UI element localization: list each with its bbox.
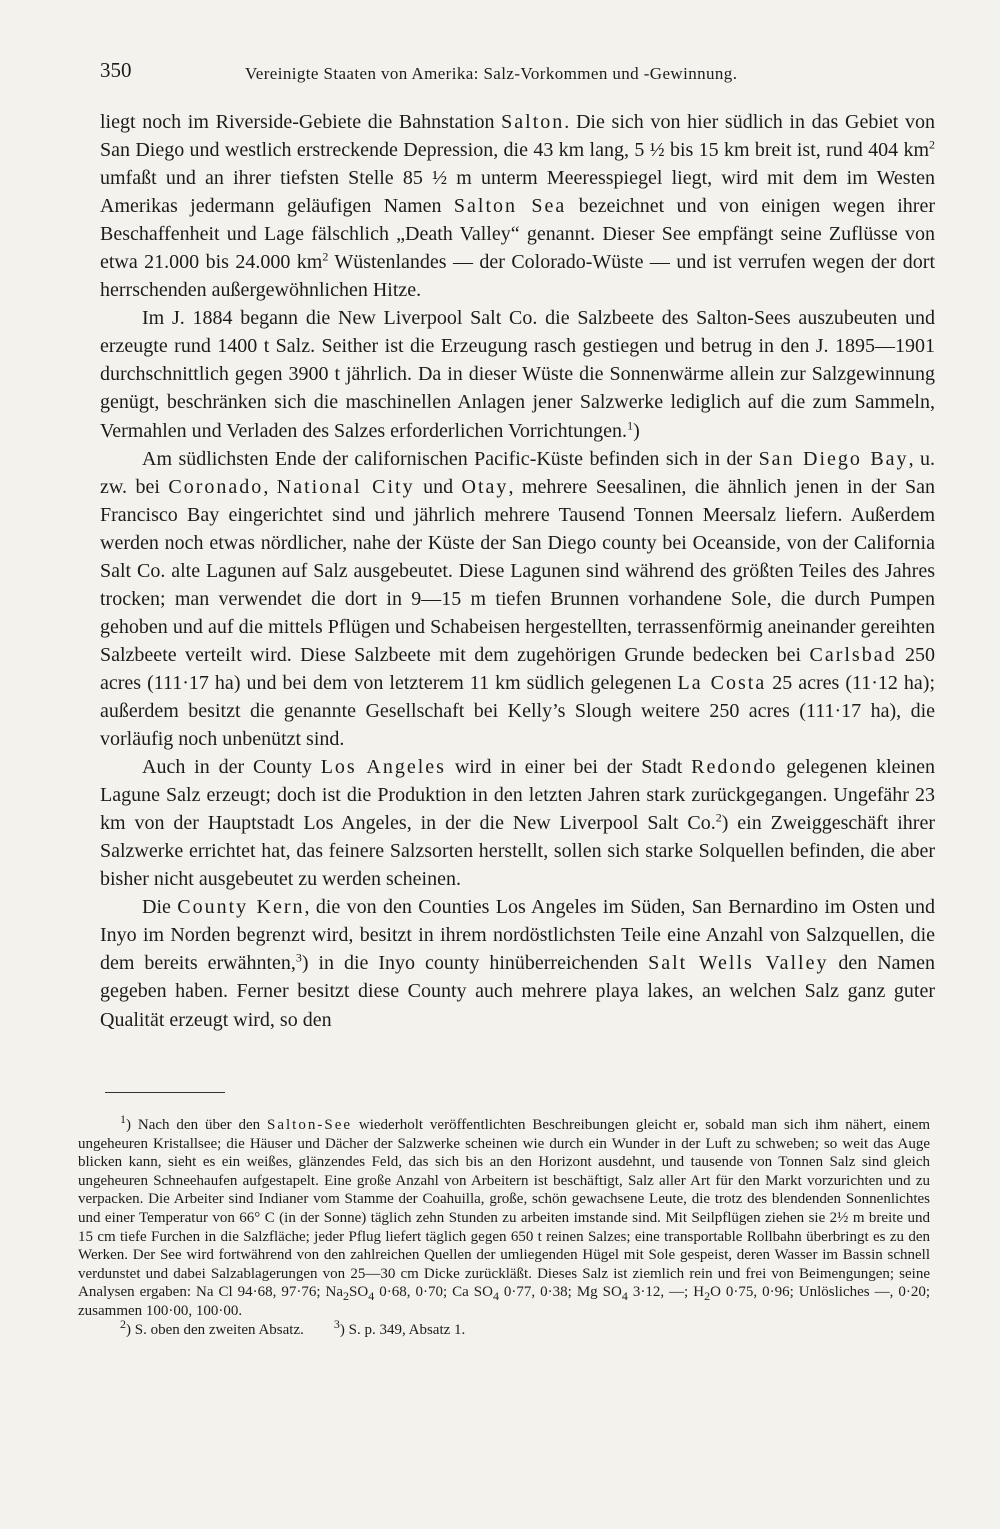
text-run: ) bbox=[633, 419, 640, 442]
superscript: 2 bbox=[929, 137, 935, 152]
footnote-marker: 3 bbox=[333, 1316, 340, 1331]
spaced-place-name: County Kern bbox=[177, 896, 305, 919]
text-run: 0·68, 0·70; Ca SO bbox=[374, 1284, 493, 1301]
page-number: 350 bbox=[100, 58, 132, 82]
footnote bbox=[78, 1112, 931, 1321]
footnote bbox=[78, 1316, 930, 1340]
text-run: liegt noch im Riverside-Gebiete die Bahnstation bbox=[100, 111, 502, 133]
spaced-place-name: San Diego Bay bbox=[758, 447, 909, 470]
subscript: 4 bbox=[621, 1289, 628, 1304]
spaced-place-name: Carlsbad bbox=[809, 643, 897, 666]
footnote-ref: 3 bbox=[295, 950, 302, 965]
text-run: ) S. p. 349, Absatz 1. bbox=[339, 1321, 466, 1338]
page-header bbox=[100, 58, 930, 88]
text-run: . Die sich von hier südlich in das Gebiet von San Diego und westlich erstreckende Depression, die 43 km lang, 5 ½ bis 15 km breit ist, rund 404 km bbox=[100, 111, 936, 162]
text-run: wird in einer bei der Stadt bbox=[445, 756, 692, 779]
text-run: Im J. 1884 begann die New Liverpool Salt Co. die Salzbeete des Salton-Sees auszubeuten und erzeugte rund 1400 t Salz. Seither ist die Erzeugung rasch gestiegen und betrug in den J. 1895—1901 durchschnittlich gegen 3900 t jährlich. Da in dieser Wüste die Sonnenwärme allein zur Salzgewinnung genügt, beschränken sich die maschinellen Anlagen jener Salzwerke lediglich auf die zum Sammeln, Vermahlen und Verladen des Salzes erforderlichen Vorrichtungen. bbox=[100, 307, 935, 442]
spaced-place-name: Coronado bbox=[168, 475, 264, 498]
paragraph bbox=[100, 753, 935, 893]
spaced-place-name: Redondo bbox=[691, 756, 778, 779]
subscript: 2 bbox=[704, 1289, 711, 1304]
paragraph bbox=[100, 304, 935, 444]
text-run: , u. zw. bei bbox=[100, 447, 936, 498]
footnote-marker: 2 bbox=[120, 1316, 126, 1331]
text-run: SO bbox=[349, 1284, 369, 1301]
spaced-place-name: Salton Sea bbox=[453, 195, 567, 218]
text-run: umfaßt und an ihrer tiefsten Stelle 85 ½ m unterm Meeresspiegel liegt, wird mit dem im Westen Amerikas jedermann geläufigen Namen bbox=[100, 167, 935, 218]
spaced-place-name: La Costa bbox=[677, 671, 767, 694]
main-text bbox=[100, 108, 935, 1034]
text-run: Auch in der County bbox=[142, 756, 321, 779]
subscript: 4 bbox=[368, 1289, 375, 1304]
superscript: 2 bbox=[322, 249, 329, 264]
paragraph bbox=[100, 445, 935, 754]
spaced-place-name: National City bbox=[276, 475, 415, 498]
subscript: 4 bbox=[492, 1289, 499, 1304]
text-run: Wüstenlandes — der Colorado-Wüste — und ist verrufen wegen der dort herrschenden außergewöhnlichen Hitze. bbox=[100, 251, 935, 302]
text-run: ) ein Zweiggeschäft ihrer Salzwerke errichtet hat, das feinere Salzsorten herstellt, sollen sich starke Solquellen befinden, die aber bisher nicht ausgebeutet zu werden scheinen. bbox=[100, 812, 936, 891]
text-run: 3·12, —; H bbox=[627, 1284, 705, 1301]
paragraph bbox=[100, 893, 935, 1033]
text-run: Die bbox=[142, 896, 178, 919]
footnote-ref: 2 bbox=[715, 810, 722, 825]
text-run: 250 acres (111·17 ha) und bei dem von letzterem 11 km südlich gelegenen bbox=[100, 643, 936, 694]
running-head: Vereinigte Staaten von Amerika: Salz-Vorkommen und -Gewinnung. bbox=[245, 64, 738, 83]
spaced-place-name: Otay bbox=[461, 475, 509, 498]
text-run: bezeichnet und von einigen wegen ihrer Beschaffenheit und Lage fälschlich „Death Valley“ genannt. Dieser See empfängt seine Zuflüsse von etwa 21.000 bis 24.000 km bbox=[100, 195, 935, 274]
text-run: , die von den Counties Los Angeles im Süden, San Bernardino im Osten und Inyo im Norden begrenzt wird, besitzt in ihrem nordöstlichsten Teile eine Anzahl von Salzquellen, die dem bereits erwähnten, bbox=[100, 896, 935, 975]
text-run: 0·77, 0·38; Mg SO bbox=[498, 1284, 622, 1301]
text-run: 25 acres (11·12 ha); außerdem besitzt die genannte Gesellschaft bei Kelly’s Slough weitere 250 acres (111·17 ha), die vorläufig noch unbenützt sind. bbox=[100, 671, 936, 751]
footnotes bbox=[78, 1112, 931, 1339]
text-run: , mehrere Seesalinen, die ähnlich jenen in der San Francisco Bay eingerichtet sind und jährlich mehrere Tausend Tonnen Meersalz liefern. Außerdem werden noch etwas nördlicher, nahe der Küste der San Diego county bei Oceanside, von der California Salt Co. alte Lagunen auf Salz ausgebeutet. Diese Lagunen sind während des größten Teiles des Jahres trocken; man verwendet die dort in 9—15 m tiefen Brunnen vorhandene Sole, die durch Pumpen gehoben und auf die mittels Pflügen und Schabeisen hergestellten, terrassenförmig aneinander gereihten Salzbeete verteilt wird. Diese Salzbeete mit dem zugehörigen Grunde bedecken bei bbox=[100, 475, 935, 666]
paragraph bbox=[100, 108, 935, 304]
text-run: gelegenen kleinen Lagune Salz erzeugt; doch ist die Produktion in den letzten Jahren stark zurückgegangen. Ungefähr 23 km von der Hauptstadt Los Angeles, in der die New Liverpool Salt Co. bbox=[100, 756, 935, 835]
text-run: ) S. oben den zweiten Absatz. bbox=[126, 1321, 334, 1338]
subscript: 2 bbox=[343, 1289, 350, 1304]
footnote-ref: 1 bbox=[627, 417, 634, 432]
footnote-marker: 1 bbox=[120, 1112, 126, 1126]
spaced-place-name: Salt Wells Valley bbox=[648, 952, 829, 975]
text-run: ) Nach den über den bbox=[126, 1117, 268, 1133]
text-run: Am südlichsten Ende der californischen Pacific-Küste befinden sich in der bbox=[142, 447, 759, 470]
footnote-rule bbox=[105, 1092, 225, 1093]
text-run: wiederholt veröffentlichten Beschreibungen gleicht er, sobald man sich ihm nähert, einem ungeheuren Kristallsee; die Häuser und Dächer der Salzwerke scheinen wie durch ein Wunder in der Luft zu schweben; so weit das Auge blicken kann, sieht es ein weißes, glänzendes Feld, das sich bis an den Horizont ausdehnt, und tausende von Tonnen Salz sind gleich ungeheuren Schneehaufen aufgestapelt. Eine große Anzahl von Arbeitern ist beschäftigt, Salz aller Art für den Markt vorzurichten und zu verpacken. Die Arbeiter sind Indianer vom Stamme der Coahuilla, große, schön gewachsene Leute, die trotz des blendenden Sonnenlichtes und einer Temperatur von 66° C (in der Sonne) täglich zehn Stunden zu arbeiten imstande sind. Mit Seilpflügen ziehen sie 2½ m breite und 15 cm tiefe Furchen in die Salzfläche; jeder Pflug liefert täglich gegen 650 t reinen Salzes; eine transportable Rollbahn überbringt es zu den Werken. Der See wird fortwährend von den zahlreichen Quellen der umliegenden Hügel mit Sole gespeist, deren Wasser im Bassin schnell verdunstet und dabei Salzablagerungen von 25—30 cm Dicke zurückläßt. Dieses Salz ist ziemlich rein und frei von Beimengungen; seine Analysen ergaben: Na Cl 94·68, 97·76; Na bbox=[78, 1117, 930, 1301]
text-run: O 0·75, 0·96; Unlösliches —, 0·20; zusammen 100·00, 100·00. bbox=[78, 1284, 931, 1319]
spaced-place-name: Salton-See bbox=[267, 1117, 353, 1133]
text-run: , bbox=[263, 475, 277, 498]
spaced-place-name: Los Angeles bbox=[320, 756, 446, 779]
text-run: und bbox=[414, 475, 462, 498]
text-run: ) in die Inyo county hinüberreichenden bbox=[301, 952, 649, 975]
spaced-place-name: Salton bbox=[501, 111, 565, 133]
text-run: den Namen gegeben haben. Ferner besitzt diese County auch mehrere playa lakes, an welchen Salz ganz guter Qualität erzeugt wird, so den bbox=[100, 952, 935, 1031]
